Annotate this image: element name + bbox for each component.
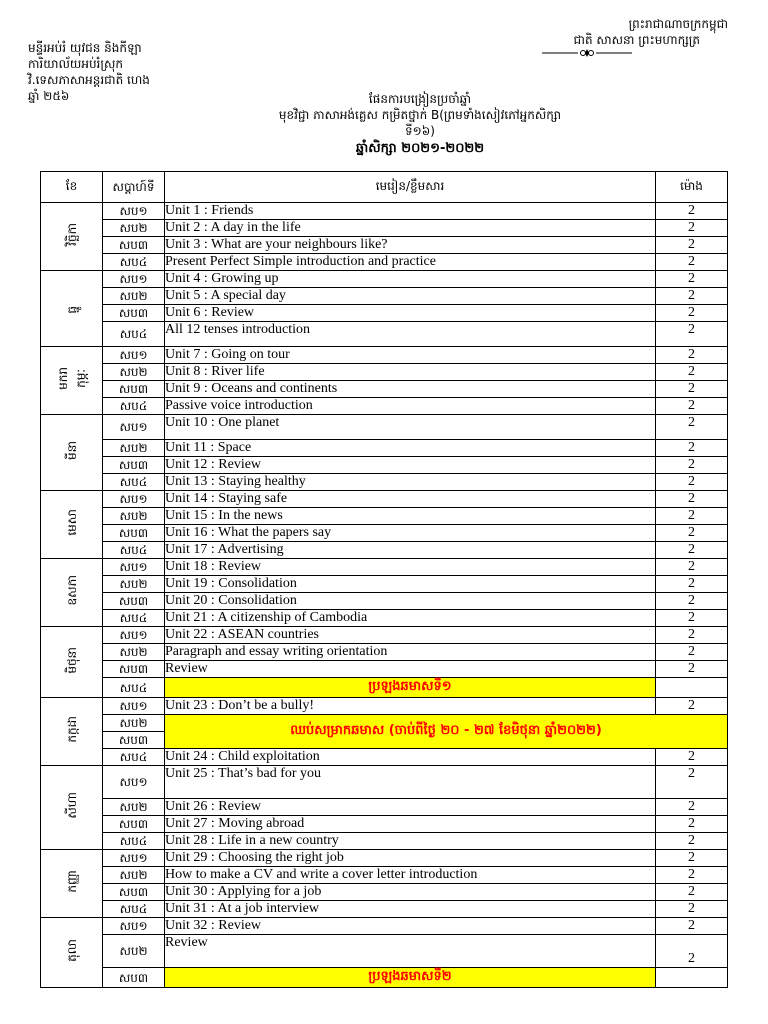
table-row [41,271,728,288]
week-cell: សប៤ [103,398,165,415]
hours-cell: 2 [656,661,728,678]
week-cell: សប២ [103,508,165,525]
month-label: មេសា [64,509,79,536]
table-row [41,935,728,968]
week-cell: សប៤ [103,901,165,918]
week-cell: សប១ [103,491,165,508]
lesson-cell: Unit 20 : Consolidation [165,593,656,610]
week-cell: សប២ [103,799,165,816]
lesson-cell: Unit 10 : One planet [165,415,656,440]
month-cell [41,559,103,627]
hours-cell: 2 [656,474,728,491]
week-cell: សប២ [103,440,165,457]
lesson-cell: Unit 32 : Review [165,918,656,935]
hours-cell: 2 [656,203,728,220]
week-cell: សប៣ [103,816,165,833]
subject-line-cont: ទី១៦) [405,124,435,138]
week-cell: សប១ [103,918,165,935]
header-week: សប្តាហ៍ទី [103,172,165,203]
lesson-cell: Unit 19 : Consolidation [165,576,656,593]
table-row [41,715,728,732]
table-row [41,918,728,935]
hours-cell: 2 [656,576,728,593]
lesson-cell: How to make a CV and write a cover letter introduction [165,867,656,884]
table-row [41,237,728,254]
hours-cell: 2 [656,935,728,968]
subject-line: មុខវិជ្ជា ភាសាអង់គ្លេស កម្រិតថ្នាក់ B(ព្រមទាំងសៀវភៅអ្នកសិក្សា [278,108,562,122]
hours-cell: 2 [656,833,728,850]
week-cell: សប៤ [103,254,165,271]
year-line: ឆ្នាំ ២៥៦ [28,89,70,103]
table-row [41,816,728,833]
week-cell: សប៣ [103,525,165,542]
table-row [41,867,728,884]
month-label: កញ្ញា [64,870,79,893]
table-row [41,627,728,644]
lesson-cell: Unit 23 : Don’t be a bully! [165,698,656,715]
month-cell [41,415,103,491]
hours-cell: 2 [656,271,728,288]
week-cell: សប៣ [103,305,165,322]
month-cell [41,347,103,415]
month-label: មីនា [64,440,79,461]
hours-cell: 2 [656,415,728,440]
lesson-cell: Unit 5 : A special day [165,288,656,305]
hours-cell: 2 [656,491,728,508]
lesson-cell: Unit 9 : Oceans and continents [165,381,656,398]
month-label: មករា កុម្ភៈ [55,367,88,390]
document-title-block [150,91,690,157]
week-cell: សប២ [103,576,165,593]
hours-cell: 2 [656,884,728,901]
hours-cell: 2 [656,220,728,237]
month-cell [41,491,103,559]
table-row [41,398,728,415]
ministry-line: មន្ទីរអប់រំ យុវជន និងកីឡា [28,41,142,55]
table-row [41,415,728,440]
office-line: ការិយាល័យអប់រំស្រុក [28,57,123,71]
lesson-plan-table [40,171,728,988]
hours-cell [656,678,728,698]
month-label: សីហា [64,792,79,819]
header-month: ខែ [41,172,103,203]
lesson-cell: Unit 8 : River life [165,364,656,381]
hours-cell: 2 [656,901,728,918]
header-hours: ម៉ោង [656,172,728,203]
hours-cell: 2 [656,322,728,347]
lesson-cell: Unit 11 : Space [165,440,656,457]
lesson-cell: Unit 21 : A citizenship of Cambodia [165,610,656,627]
lesson-cell: Unit 27 : Moving abroad [165,816,656,833]
table-row [41,884,728,901]
lesson-cell: Unit 4 : Growing up [165,271,656,288]
hours-cell: 2 [656,593,728,610]
week-cell: សប១ [103,850,165,867]
table-row [41,491,728,508]
week-cell: សប៤ [103,833,165,850]
lesson-cell: Unit 7 : Going on tour [165,347,656,364]
kingdom-title: ព្រះរាជាណាចក្រកម្ពុជា [628,17,728,31]
week-cell: សប៤ [103,474,165,491]
lesson-cell: Present Perfect Simple introduction and practice [165,254,656,271]
month-label: ឧសភា [64,575,79,606]
week-cell: សប១ [103,698,165,715]
table-row [41,203,728,220]
hours-cell: 2 [656,816,728,833]
week-cell: សប៤ [103,322,165,347]
table-row [41,833,728,850]
week-cell: សប១ [103,203,165,220]
header-lesson: មេរៀន/ខ្លឹមសារ [165,172,656,203]
week-cell: សប១ [103,627,165,644]
week-cell: សប១ [103,415,165,440]
week-cell: សប១ [103,347,165,364]
week-cell: សប១ [103,559,165,576]
hours-cell: 2 [656,698,728,715]
table-row [41,698,728,715]
month-label: ធ្នូ [64,306,79,314]
week-cell: សប២ [103,644,165,661]
week-cell: សប៤ [103,542,165,559]
school-line: វិ.ទេសភាសាអន្តរជាតិ ហេង [28,73,150,87]
week-cell: សប៣ [103,884,165,901]
month-cell [41,271,103,347]
table-row [41,850,728,867]
hours-cell: 2 [656,644,728,661]
table-row [41,220,728,237]
month-label: តុលា [64,939,79,962]
week-cell: សប៣ [103,968,165,988]
table-row [41,525,728,542]
lesson-cell: Unit 29 : Choosing the right job [165,850,656,867]
table-row [41,576,728,593]
table-row [41,593,728,610]
week-cell: សប៣ [103,237,165,254]
table-row [41,749,728,766]
hours-cell: 2 [656,288,728,305]
lesson-cell: All 12 tenses introduction [165,322,656,347]
week-cell: សប៤ [103,678,165,698]
table-row [41,542,728,559]
week-cell: សប៣ [103,661,165,678]
hours-cell: 2 [656,398,728,415]
month-label: មិថុនា [64,646,79,674]
lesson-cell: Unit 13 : Staying healthy [165,474,656,491]
table-row [41,678,728,698]
week-cell: សប៣ [103,593,165,610]
table-row [41,364,728,381]
lesson-cell: Unit 12 : Review [165,457,656,474]
lesson-cell: Unit 1 : Friends [165,203,656,220]
hours-cell: 2 [656,766,728,799]
hours-cell: 2 [656,749,728,766]
lesson-cell: Unit 30 : Applying for a job [165,884,656,901]
lesson-cell: Unit 25 : That’s bad for you [165,766,656,799]
institution-block [28,41,150,105]
hours-cell: 2 [656,610,728,627]
hours-cell: 2 [656,627,728,644]
hours-cell: 2 [656,799,728,816]
month-cell [41,918,103,988]
week-cell: សប២ [103,867,165,884]
exam-note: ប្រឡងឆមាសទី១ [165,678,656,698]
table-row [41,968,728,988]
exam-note: ប្រឡងឆមាសទី២ [165,968,656,988]
week-cell: សប៤ [103,610,165,627]
week-cell: សប៣ [103,381,165,398]
hours-cell: 2 [656,508,728,525]
table-row [41,610,728,627]
hours-cell: 2 [656,254,728,271]
lesson-cell: Unit 2 : A day in the life [165,220,656,237]
table-row [41,766,728,799]
semester-break-note: ឈប់សម្រាកឆមាស (ចាប់ពីថ្ងៃ ២០ - ២៧ ខែមិថុនា ឆ្នាំ២០២២) [165,715,728,749]
hours-cell: 2 [656,457,728,474]
table-row [41,347,728,364]
week-cell: សប២ [103,935,165,968]
table-row [41,799,728,816]
lesson-cell: Passive voice introduction [165,398,656,415]
plan-title: ផែនការបង្រៀនប្រចាំឆ្នាំ [368,92,472,106]
lesson-cell: Unit 6 : Review [165,305,656,322]
nation-motto: ជាតិ សាសនា ព្រះមហាក្សត្រ [573,33,700,47]
hours-cell: 2 [656,525,728,542]
hours-cell: 2 [656,867,728,884]
month-cell [41,766,103,850]
hours-cell: 2 [656,381,728,398]
month-cell [41,850,103,918]
week-cell: សប២ [103,220,165,237]
week-cell: សប២ [103,715,165,732]
table-row [41,288,728,305]
table-header-row [41,172,728,203]
lesson-cell: Unit 26 : Review [165,799,656,816]
lesson-cell: Unit 18 : Review [165,559,656,576]
hours-cell: 2 [656,542,728,559]
hours-cell: 2 [656,850,728,867]
table-row [41,901,728,918]
month-label: កក្កដា [64,716,79,743]
hours-cell: 2 [656,559,728,576]
lesson-cell: Review [165,661,656,678]
lesson-cell: Unit 24 : Child exploitation [165,749,656,766]
month-cell [41,203,103,271]
hours-cell: 2 [656,347,728,364]
lesson-cell: Unit 14 : Staying safe [165,491,656,508]
lesson-cell: Unit 17 : Advertising [165,542,656,559]
table-row [41,381,728,398]
table-row [41,457,728,474]
lesson-cell: Unit 15 : In the news [165,508,656,525]
week-cell: សប៣ [103,457,165,474]
lesson-cell: Unit 16 : What the papers say [165,525,656,542]
month-label: វិច្ឆិកា [64,223,79,246]
week-cell: សប៣ [103,732,165,749]
table-row [41,559,728,576]
table-row [41,305,728,322]
hours-cell: 2 [656,918,728,935]
hours-cell: 2 [656,237,728,254]
lesson-cell: Review [165,935,656,968]
table-row [41,661,728,678]
table-row [41,644,728,661]
table-row [41,474,728,491]
hours-cell: 2 [656,305,728,322]
lesson-cell: Unit 28 : Life in a new country [165,833,656,850]
week-cell: សប២ [103,288,165,305]
week-cell: សប២ [103,364,165,381]
week-cell: សប១ [103,766,165,799]
hours-cell [656,968,728,988]
hours-cell: 2 [656,364,728,381]
week-cell: សប១ [103,271,165,288]
lesson-cell: Unit 3 : What are your neighbours like? [165,237,656,254]
table-row [41,508,728,525]
ornament-divider-icon [540,47,634,59]
lesson-cell: Unit 31 : At a job interview [165,901,656,918]
week-cell: សប៤ [103,749,165,766]
month-cell [41,627,103,698]
lesson-cell: Unit 22 : ASEAN countries [165,627,656,644]
table-row [41,440,728,457]
table-row [41,254,728,271]
month-cell [41,698,103,766]
lesson-cell: Paragraph and essay writing orientation [165,644,656,661]
hours-cell: 2 [656,440,728,457]
table-row [41,322,728,347]
academic-year: ឆ្នាំសិក្សា ២០២១-២០២២ [355,141,485,156]
